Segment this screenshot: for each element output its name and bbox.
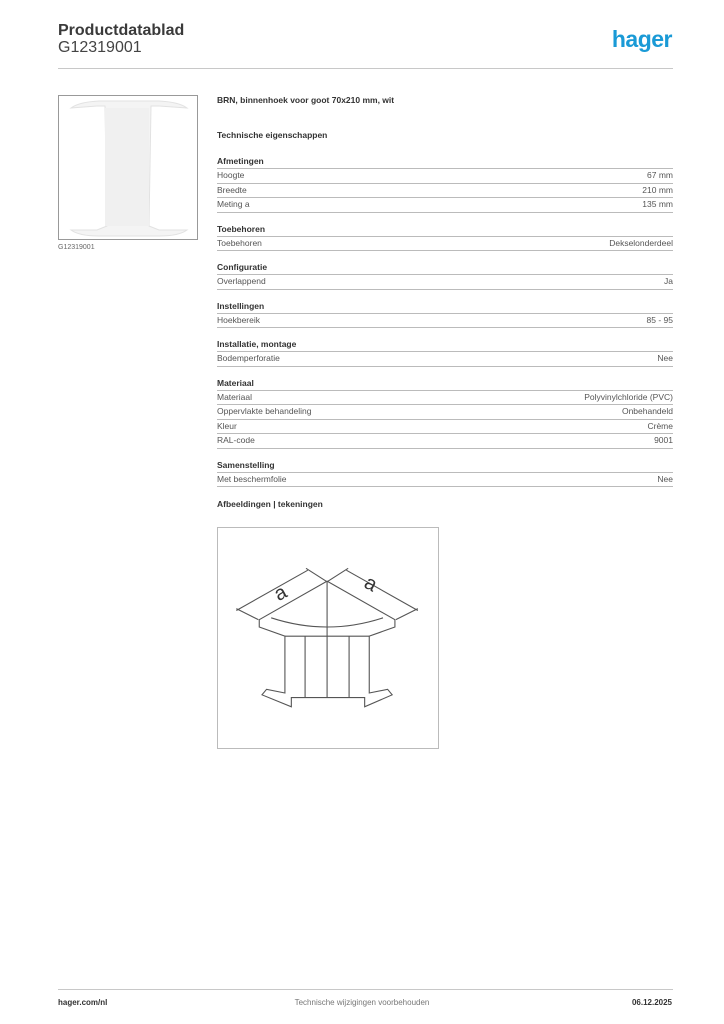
property-value: Nee	[657, 473, 673, 484]
property-value: Ja	[664, 276, 673, 286]
property-value: Onbehandeld	[621, 406, 673, 416]
property-row	[217, 420, 673, 435]
property-row	[217, 237, 673, 252]
property-value: 210 mm	[642, 184, 673, 195]
property-value: Dekselonderdeel	[609, 237, 673, 248]
drawings-heading: Afbeeldingen | tekeningen	[217, 499, 323, 509]
section-heading: Samenstelling	[217, 458, 673, 473]
footer-divider	[58, 989, 673, 990]
property-section	[217, 458, 673, 488]
product-description: BRN, binnenhoek voor goot 70x210 mm, wit	[217, 95, 395, 105]
product-code: G12319001	[58, 39, 142, 56]
property-row	[217, 405, 673, 420]
dimension-label-a: a	[270, 581, 291, 606]
section-heading: Toebehoren	[217, 222, 673, 237]
footer-website-link[interactable]: hager.com/nl	[58, 998, 108, 1007]
property-section	[217, 337, 673, 367]
property-row	[217, 473, 673, 488]
property-label: Oppervlakte behandeling	[217, 406, 312, 416]
section-heading: Configuratie	[217, 260, 673, 275]
property-label: Kleur	[217, 420, 237, 431]
page-title: Productdatablad	[58, 22, 185, 39]
property-section	[217, 376, 673, 449]
property-label: Hoekbereik	[217, 314, 260, 325]
property-row	[217, 275, 673, 290]
property-label: Materiaal	[217, 391, 252, 402]
property-label: Toebehoren	[217, 237, 262, 248]
footer-date: 06.12.2025	[631, 998, 672, 1007]
property-value: 135 mm	[642, 199, 673, 209]
property-label: Breedte	[217, 184, 247, 195]
property-label: Met beschermfolie	[217, 473, 287, 484]
section-heading: Instellingen	[217, 299, 673, 314]
property-row	[217, 169, 673, 184]
properties-panel	[217, 93, 673, 511]
product-image-caption: G12319001	[58, 244, 95, 251]
property-value: Nee	[657, 353, 673, 363]
property-section	[217, 260, 673, 290]
property-value: 85 - 95	[646, 314, 673, 325]
property-label: Overlappend	[217, 276, 266, 286]
property-label: RAL-code	[217, 435, 255, 445]
property-value: 9001	[654, 435, 673, 445]
property-row	[217, 352, 673, 367]
dimension-label-a: a	[360, 571, 381, 597]
header-divider	[58, 68, 673, 69]
property-section	[217, 222, 673, 252]
product-image	[58, 95, 198, 240]
section-heading: Materiaal	[217, 376, 673, 391]
property-value: Crème	[647, 420, 673, 431]
section-heading: Installatie, montage	[217, 337, 673, 352]
property-row	[217, 314, 673, 329]
property-row	[217, 184, 673, 199]
property-row	[217, 391, 673, 406]
section-heading: Afmetingen	[217, 154, 673, 169]
technical-drawing	[217, 527, 439, 749]
hager-logo: hager	[611, 26, 672, 52]
property-value: 67 mm	[647, 170, 673, 180]
property-label: Hoogte	[217, 170, 245, 180]
footer-disclaimer: Technische wijzigingen voorbehouden	[294, 998, 430, 1007]
property-section	[217, 299, 673, 329]
technical-heading: Technische eigenschappen	[217, 130, 328, 140]
property-section	[217, 154, 673, 213]
property-value: Polyvinylchloride (PVC)	[584, 391, 673, 402]
property-row	[217, 198, 673, 213]
property-label: Meting a	[217, 199, 250, 209]
property-row	[217, 434, 673, 449]
property-label: Bodemperforatie	[217, 353, 280, 363]
